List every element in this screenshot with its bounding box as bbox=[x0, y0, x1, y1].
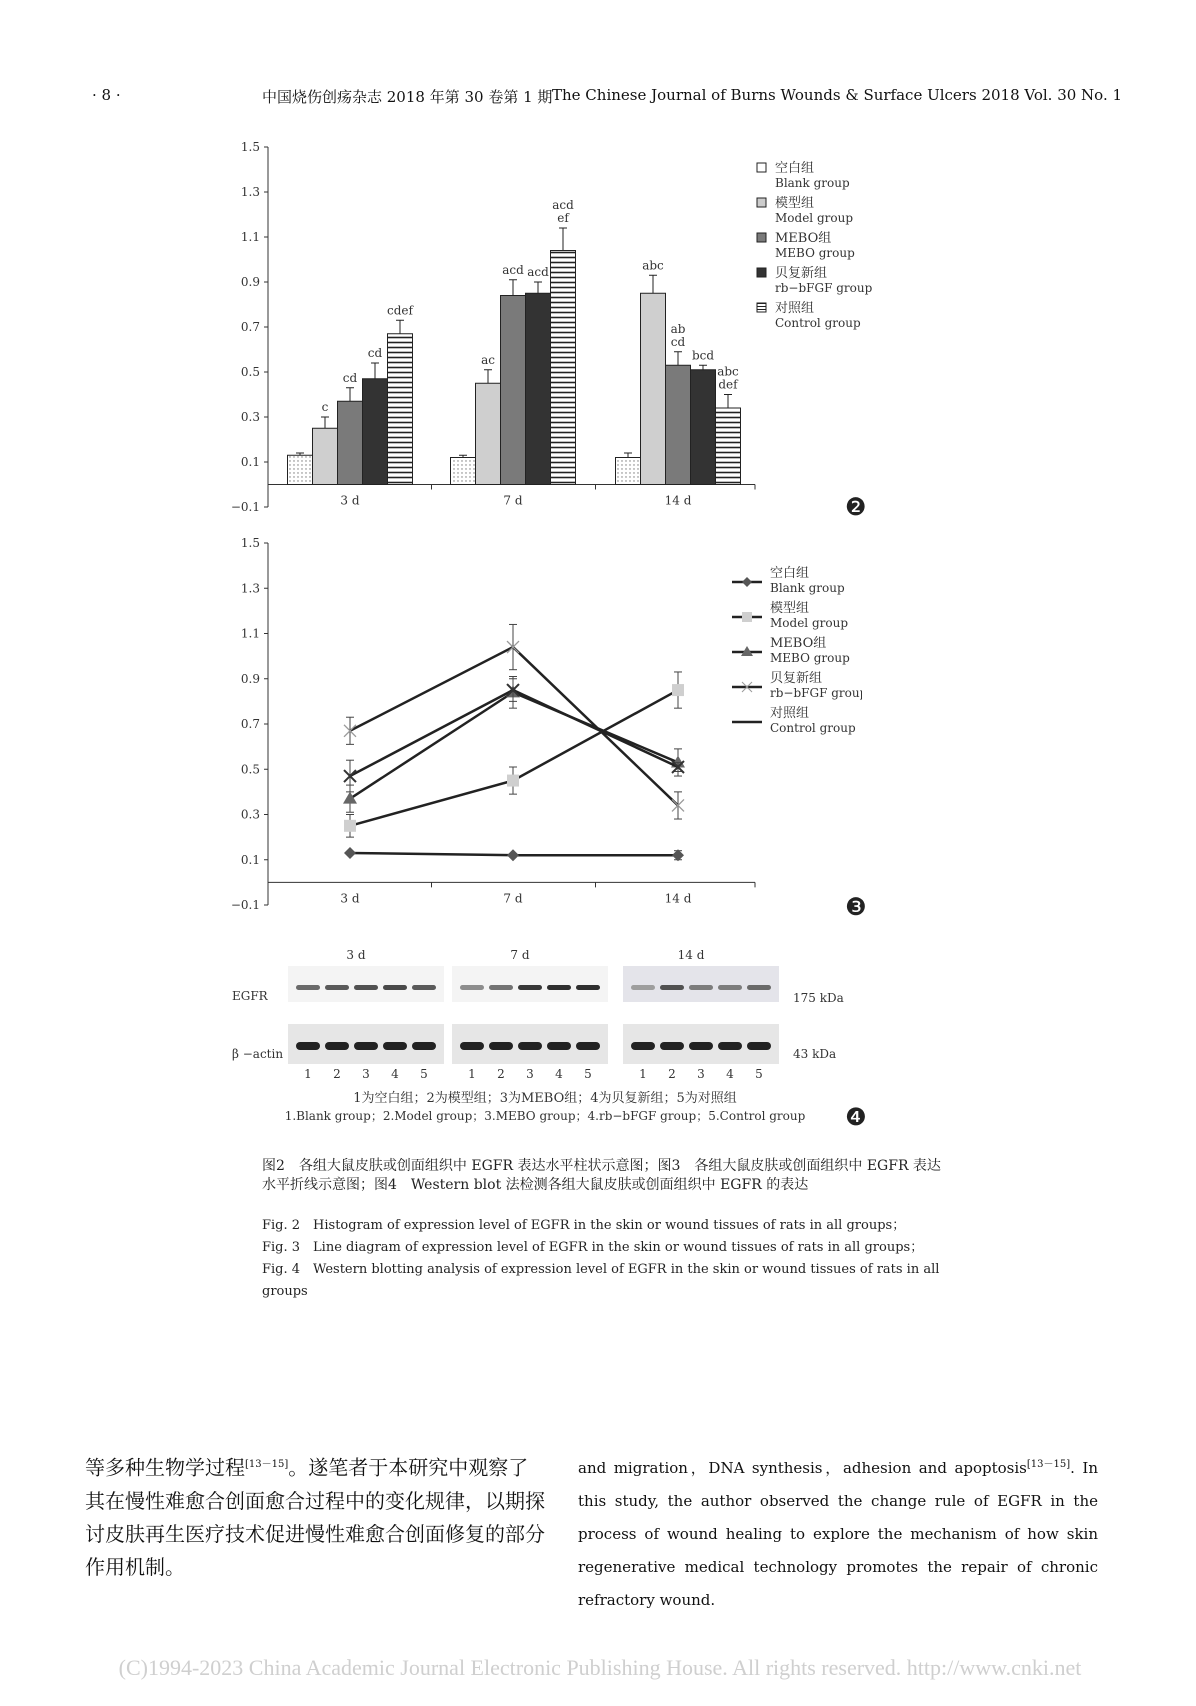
legend-label-en: Blank group bbox=[775, 176, 850, 190]
blot-egfr-panel bbox=[623, 966, 779, 1002]
y-tick-label: 0.1 bbox=[240, 852, 260, 867]
blot-size-label: 175 kDa bbox=[793, 991, 844, 1005]
legend-swatch bbox=[757, 163, 766, 172]
series-line bbox=[350, 690, 678, 776]
lane-number: 5 bbox=[584, 1067, 592, 1081]
journal-title-en: The Chinese Journal of Burns Wounds & Surface Ulcers 2018 Vol. 30 No. 1 bbox=[552, 86, 1123, 104]
lane-number: 3 bbox=[526, 1067, 534, 1081]
bar bbox=[641, 293, 666, 484]
legend-label-cn: 贝复新组 bbox=[775, 266, 828, 281]
significance-label: acd bbox=[502, 262, 524, 277]
bar bbox=[288, 455, 313, 484]
caption-fig4: Fig. 4 Western blotting analysis of expression level of EGFR in the skin or wound tissues of rats in all groups bbox=[262, 1262, 940, 1299]
legend-swatch bbox=[757, 233, 766, 242]
lane-number: 5 bbox=[755, 1067, 763, 1081]
significance-label: acd bbox=[527, 265, 549, 279]
blot-key-cn: 1为空白组；2为模型组；3为MEBO组；4为贝复新组；5为对照组 bbox=[353, 1091, 737, 1106]
significance-label: ab bbox=[670, 321, 686, 336]
legend-swatch bbox=[757, 198, 766, 207]
legend-label-en: Control group bbox=[770, 721, 856, 735]
lane-number: 3 bbox=[697, 1067, 705, 1081]
significance-label: acd bbox=[552, 198, 574, 212]
lane-number: 1 bbox=[468, 1067, 476, 1081]
egfr-band bbox=[489, 985, 513, 990]
egfr-band bbox=[383, 985, 407, 990]
legend-label-cn: 对照组 bbox=[775, 301, 815, 316]
blot-key-en: 1.Blank group；2.Model group；3.MEBO group；4.rb−bFGF group；5.Control group bbox=[284, 1109, 806, 1123]
lane-number: 1 bbox=[639, 1067, 647, 1081]
legend-label-cn: 空白组 bbox=[770, 566, 810, 581]
y-tick-label: 0.3 bbox=[240, 807, 260, 822]
actin-band bbox=[412, 1042, 436, 1050]
lane-number: 4 bbox=[391, 1067, 399, 1081]
egfr-band bbox=[718, 985, 742, 990]
actin-band bbox=[660, 1042, 684, 1050]
actin-band bbox=[576, 1042, 600, 1050]
significance-label: def bbox=[718, 377, 738, 392]
egfr-band bbox=[631, 985, 655, 990]
journal-title-cn: 中国烧伤创疡杂志 2018 年第 30 卷第 1 期 bbox=[262, 88, 553, 106]
diamond-marker bbox=[672, 849, 684, 861]
bar bbox=[313, 428, 338, 484]
x-tick-label: 3 d bbox=[340, 891, 360, 906]
actin-band bbox=[747, 1042, 771, 1050]
legend-svg bbox=[755, 158, 885, 333]
egfr-band bbox=[518, 985, 542, 990]
blot-row-label: EGFR bbox=[232, 989, 268, 1003]
y-tick-label: −0.1 bbox=[230, 898, 260, 912]
bar bbox=[338, 401, 363, 484]
legend-label-en: Model group bbox=[775, 211, 853, 225]
lane-number: 3 bbox=[362, 1067, 370, 1081]
egfr-band bbox=[576, 985, 600, 990]
significance-label: cd bbox=[367, 346, 383, 360]
panel-number-4: ❹ bbox=[845, 1103, 867, 1131]
actin-band bbox=[718, 1042, 742, 1050]
significance-label: ac bbox=[481, 352, 495, 367]
square-marker bbox=[507, 775, 519, 787]
page-number: · 8 · bbox=[92, 86, 121, 104]
x-tick-label: 14 d bbox=[664, 493, 692, 508]
body-text-cn: 等多种生物学过程[13－15]。遂笔者于本研究中观察了其在慢性难愈合创面愈合过程中的变化规律，以期探讨皮肤再生医疗技术促进慢性难愈合创面修复的部分作用机制。 bbox=[85, 1455, 545, 1579]
x-tick-label: 7 d bbox=[503, 493, 523, 508]
significance-label: abc bbox=[717, 364, 739, 379]
y-tick-label: 1.5 bbox=[240, 536, 260, 550]
egfr-band bbox=[689, 985, 713, 990]
body-text-en: and migration，DNA synthesis，adhesion and apoptosis[13－15]. In this study, the author observed the change rule of EGFR in the process of wound healing to explore the mechanism of how skin regenerative medical technology promotes the repair of chronic refractory wound. bbox=[578, 1459, 1098, 1609]
figure-caption-cn: 图2 各组大鼠皮肤或创面组织中 EGFR 表达水平柱状示意图；图3 各组大鼠皮肤或创面组织中 EGFR 表达水平折线示意图；图4 Western blot 法检测各组大鼠皮肤或创面组织中 EGFR 的表达 bbox=[262, 1158, 941, 1193]
lane-number: 2 bbox=[497, 1067, 505, 1081]
actin-band bbox=[631, 1042, 655, 1050]
bar bbox=[526, 293, 551, 484]
blot-egfr-panel bbox=[288, 966, 444, 1002]
blot-size-label: 43 kDa bbox=[793, 1047, 837, 1061]
legend-label-en: Model group bbox=[770, 616, 848, 630]
x-tick-label: 3 d bbox=[340, 493, 360, 508]
significance-label: cd bbox=[670, 334, 686, 349]
egfr-band bbox=[747, 985, 771, 990]
y-tick-label: 0.1 bbox=[240, 455, 260, 469]
line-chart-legend bbox=[732, 565, 862, 744]
egfr-band bbox=[460, 985, 484, 990]
legend-svg bbox=[732, 565, 862, 740]
egfr-band bbox=[354, 985, 378, 990]
significance-label: abc bbox=[642, 258, 664, 273]
y-tick-label: 0.7 bbox=[240, 320, 260, 334]
y-tick-label: 0.5 bbox=[240, 365, 260, 379]
actin-band bbox=[383, 1042, 407, 1050]
lane-number: 4 bbox=[555, 1067, 563, 1081]
legend-label-en: MEBO group bbox=[770, 651, 850, 665]
actin-band bbox=[460, 1042, 484, 1050]
actin-band bbox=[518, 1042, 542, 1050]
y-tick-label: 1.1 bbox=[240, 230, 260, 244]
lane-number: 4 bbox=[726, 1067, 734, 1081]
y-tick-label: 0.7 bbox=[240, 717, 260, 731]
significance-label: ef bbox=[557, 211, 569, 225]
blot-egfr-panel bbox=[452, 966, 608, 1002]
bar bbox=[551, 251, 576, 485]
legend-swatch bbox=[757, 268, 766, 277]
bar bbox=[666, 365, 691, 484]
legend-label-en: MEBO group bbox=[775, 246, 855, 260]
egfr-band bbox=[412, 985, 436, 990]
line-chart-lines bbox=[343, 624, 685, 861]
y-tick-label: 0.9 bbox=[240, 671, 260, 686]
significance-label: cdef bbox=[387, 303, 413, 318]
figure-caption-en bbox=[262, 1215, 952, 1303]
square-marker bbox=[742, 612, 752, 622]
actin-band bbox=[547, 1042, 571, 1050]
y-tick-label: 0.5 bbox=[240, 762, 260, 777]
y-tick-label: 0.3 bbox=[240, 410, 260, 424]
legend-label-cn: 空白组 bbox=[775, 161, 815, 176]
bar bbox=[363, 379, 388, 485]
actin-band bbox=[689, 1042, 713, 1050]
panel-number-3: ❸ bbox=[845, 893, 867, 921]
caption-fig3: Fig. 3 Line diagram of expression level of EGFR in the skin or wound tissues of rats in all groups； bbox=[262, 1240, 924, 1255]
bar bbox=[388, 334, 413, 485]
legend-swatch bbox=[757, 303, 766, 312]
copyright-footer: (C)1994-2023 China Academic Journal Electronic Publishing House. All rights reserved. http://www.cnki.net bbox=[118, 1655, 1082, 1680]
legend-label-en: rb−bFGF group bbox=[770, 686, 862, 700]
legend-label-en: Control group bbox=[775, 316, 861, 330]
egfr-band bbox=[325, 985, 349, 990]
significance-label: c bbox=[321, 400, 329, 414]
x-tick-label: 14 d bbox=[664, 891, 692, 906]
bar-chart-bars bbox=[288, 198, 741, 485]
egfr-band bbox=[547, 985, 571, 990]
diamond-marker bbox=[507, 849, 519, 861]
bar-chart-legend bbox=[755, 158, 885, 337]
triangle-marker bbox=[343, 792, 357, 804]
actin-band bbox=[296, 1042, 320, 1050]
legend-label-cn: 模型组 bbox=[770, 601, 810, 616]
bar bbox=[476, 383, 501, 484]
actin-band bbox=[489, 1042, 513, 1050]
panel-number-2: ❷ bbox=[845, 493, 867, 521]
bar bbox=[716, 408, 741, 485]
legend-label-en: rb−bFGF group bbox=[775, 281, 873, 295]
bar bbox=[616, 458, 641, 485]
legend-label-cn: 模型组 bbox=[775, 196, 815, 211]
blot-timepoint-label: 7 d bbox=[510, 948, 530, 962]
y-tick-label: 1.3 bbox=[240, 185, 260, 199]
actin-band bbox=[325, 1042, 349, 1050]
square-marker bbox=[344, 820, 356, 832]
lane-number: 2 bbox=[668, 1067, 676, 1081]
x-tick-label: 7 d bbox=[503, 891, 523, 906]
significance-label: bcd bbox=[691, 348, 715, 363]
caption-fig2: Fig. 2 Histogram of expression level of EGFR in the skin or wound tissues of rats in all groups； bbox=[262, 1218, 906, 1233]
significance-label: cd bbox=[342, 370, 358, 385]
bar bbox=[501, 296, 526, 485]
y-tick-label: 1.1 bbox=[240, 626, 260, 641]
legend-label-cn: MEBO组 bbox=[770, 636, 827, 651]
y-tick-label: 1.5 bbox=[240, 140, 260, 154]
y-tick-label: 0.9 bbox=[240, 275, 260, 289]
blot-timepoint-label: 14 d bbox=[677, 948, 705, 962]
legend-label-cn: 对照组 bbox=[770, 706, 810, 721]
legend-label-cn: MEBO组 bbox=[775, 231, 832, 246]
egfr-band bbox=[296, 985, 320, 990]
blot-timepoint-label: 3 d bbox=[346, 948, 366, 962]
bar bbox=[451, 458, 476, 485]
lane-number: 5 bbox=[420, 1067, 428, 1081]
y-tick-label: 1.3 bbox=[240, 581, 260, 596]
blot-row-label: β −actin bbox=[232, 1047, 284, 1061]
y-tick-label: −0.1 bbox=[230, 500, 260, 514]
lane-number: 1 bbox=[304, 1067, 312, 1081]
legend-label-en: Blank group bbox=[770, 581, 845, 595]
square-marker bbox=[672, 684, 684, 696]
actin-band bbox=[354, 1042, 378, 1050]
egfr-band bbox=[660, 985, 684, 990]
diamond-marker bbox=[742, 577, 752, 587]
lane-number: 2 bbox=[333, 1067, 341, 1081]
diamond-marker bbox=[344, 847, 356, 859]
bar bbox=[691, 370, 716, 485]
legend-label-cn: 贝复新组 bbox=[770, 671, 823, 686]
